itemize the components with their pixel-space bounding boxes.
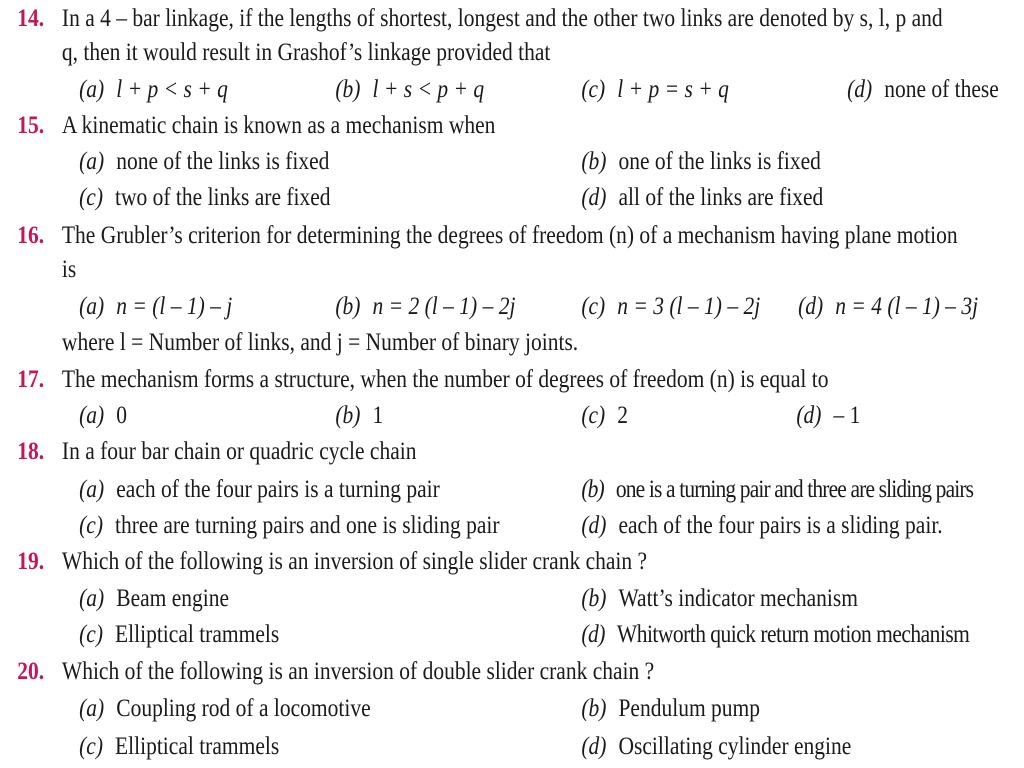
question-19-options-row-1 bbox=[0, 583, 881, 615]
question-20-line-1 bbox=[0, 656, 881, 688]
question-note: where l = Number of links, and j = Number of binary joints. bbox=[61, 329, 579, 356]
question-number: 20. bbox=[17, 658, 45, 685]
question-18-options-row-1 bbox=[0, 474, 974, 506]
option-c: (c) 2 bbox=[581, 402, 629, 429]
question-number: 19. bbox=[17, 548, 45, 575]
option-d: (d) each of the four pairs is a sliding pair. bbox=[581, 512, 943, 539]
option-c: (c) Elliptical trammels bbox=[79, 621, 280, 648]
question-text: In a four bar chain or quadric cycle chain bbox=[61, 438, 417, 465]
option-a: (a) n = (l – 1) – j bbox=[79, 293, 233, 320]
option-b: (b) Pendulum pump bbox=[581, 695, 761, 722]
question-text: The Grubler’s criterion for determining the degrees of freedom (n) of a mechanism having plane motion bbox=[61, 222, 958, 249]
question-15-options-row-1 bbox=[0, 146, 881, 178]
question-16-note bbox=[0, 327, 881, 359]
option-a: (a) 0 bbox=[79, 402, 127, 429]
question-17-options bbox=[0, 400, 881, 432]
question-14-line-1 bbox=[0, 3, 943, 35]
question-number: 15. bbox=[17, 112, 45, 139]
question-text: The mechanism forms a structure, when the number of degrees of freedom (n) is equal to bbox=[61, 366, 829, 393]
option-b: (b) n = 2 (l – 1) – 2j bbox=[335, 293, 516, 320]
question-text: is bbox=[61, 256, 77, 283]
question-number: 18. bbox=[17, 438, 45, 465]
option-a: (a) Beam engine bbox=[79, 585, 230, 612]
question-14-options bbox=[0, 74, 999, 106]
question-text: q, then it would result in Grashof’s linkage provided that bbox=[61, 39, 551, 66]
option-c: (c) three are turning pairs and one is sliding pair bbox=[79, 512, 500, 539]
question-text: Which of the following is an inversion of single slider crank chain ? bbox=[61, 548, 648, 575]
option-d: (d) Oscillating cylinder engine bbox=[581, 733, 852, 760]
question-18-line-1 bbox=[0, 436, 881, 468]
question-20-options-row-2 bbox=[0, 731, 881, 763]
question-20-options-row-1 bbox=[0, 693, 881, 725]
question-16-line-1 bbox=[0, 220, 958, 252]
question-16-line-2 bbox=[0, 254, 881, 286]
option-d: (d) none of these bbox=[847, 76, 999, 103]
question-number: 16. bbox=[17, 222, 45, 249]
question-text: A kinematic chain is known as a mechanism when bbox=[61, 112, 496, 139]
option-d: (d) all of the links are fixed bbox=[581, 184, 824, 211]
option-d: (d) n = 4 (l – 1) – 3j bbox=[798, 293, 979, 320]
option-b: (b) 1 bbox=[335, 402, 384, 429]
question-text: Which of the following is an inversion of double slider crank chain ? bbox=[61, 658, 655, 685]
question-16-options bbox=[0, 291, 979, 323]
question-18-options-row-2 bbox=[0, 510, 943, 542]
question-14-line-2 bbox=[0, 37, 881, 69]
question-15-options-row-2 bbox=[0, 182, 881, 214]
question-19-options-row-2 bbox=[0, 619, 970, 651]
question-15-line-1 bbox=[0, 110, 881, 142]
option-c: (c) Elliptical trammels bbox=[79, 733, 280, 760]
option-a: (a) none of the links is fixed bbox=[79, 148, 330, 175]
option-b: (b) l + s < p + q bbox=[335, 76, 485, 103]
option-a: (a) Coupling rod of a locomotive bbox=[79, 695, 371, 722]
option-d: (d) Whitworth quick return motion mechanism bbox=[581, 621, 970, 648]
option-b: (b) Watt’s indicator mechanism bbox=[581, 585, 858, 612]
option-c: (c) n = 3 (l – 1) – 2j bbox=[581, 293, 761, 320]
question-text: In a 4 – bar linkage, if the lengths of shortest, longest and the other two links are denoted by s, l, p and bbox=[61, 5, 943, 32]
option-a: (a) l + p < s + q bbox=[79, 76, 228, 103]
question-17-line-1 bbox=[0, 364, 881, 396]
question-number: 17. bbox=[17, 366, 45, 393]
option-c: (c) two of the links are fixed bbox=[79, 184, 331, 211]
question-19-line-1 bbox=[0, 546, 881, 578]
option-d: (d) – 1 bbox=[796, 402, 861, 429]
option-c: (c) l + p = s + q bbox=[581, 76, 729, 103]
option-b: (b) one of the links is fixed bbox=[581, 148, 821, 175]
question-number: 14. bbox=[17, 5, 45, 32]
option-a: (a) each of the four pairs is a turning pair bbox=[79, 476, 440, 503]
option-b: (b) one is a turning pair and three are sliding pairs bbox=[581, 476, 974, 503]
